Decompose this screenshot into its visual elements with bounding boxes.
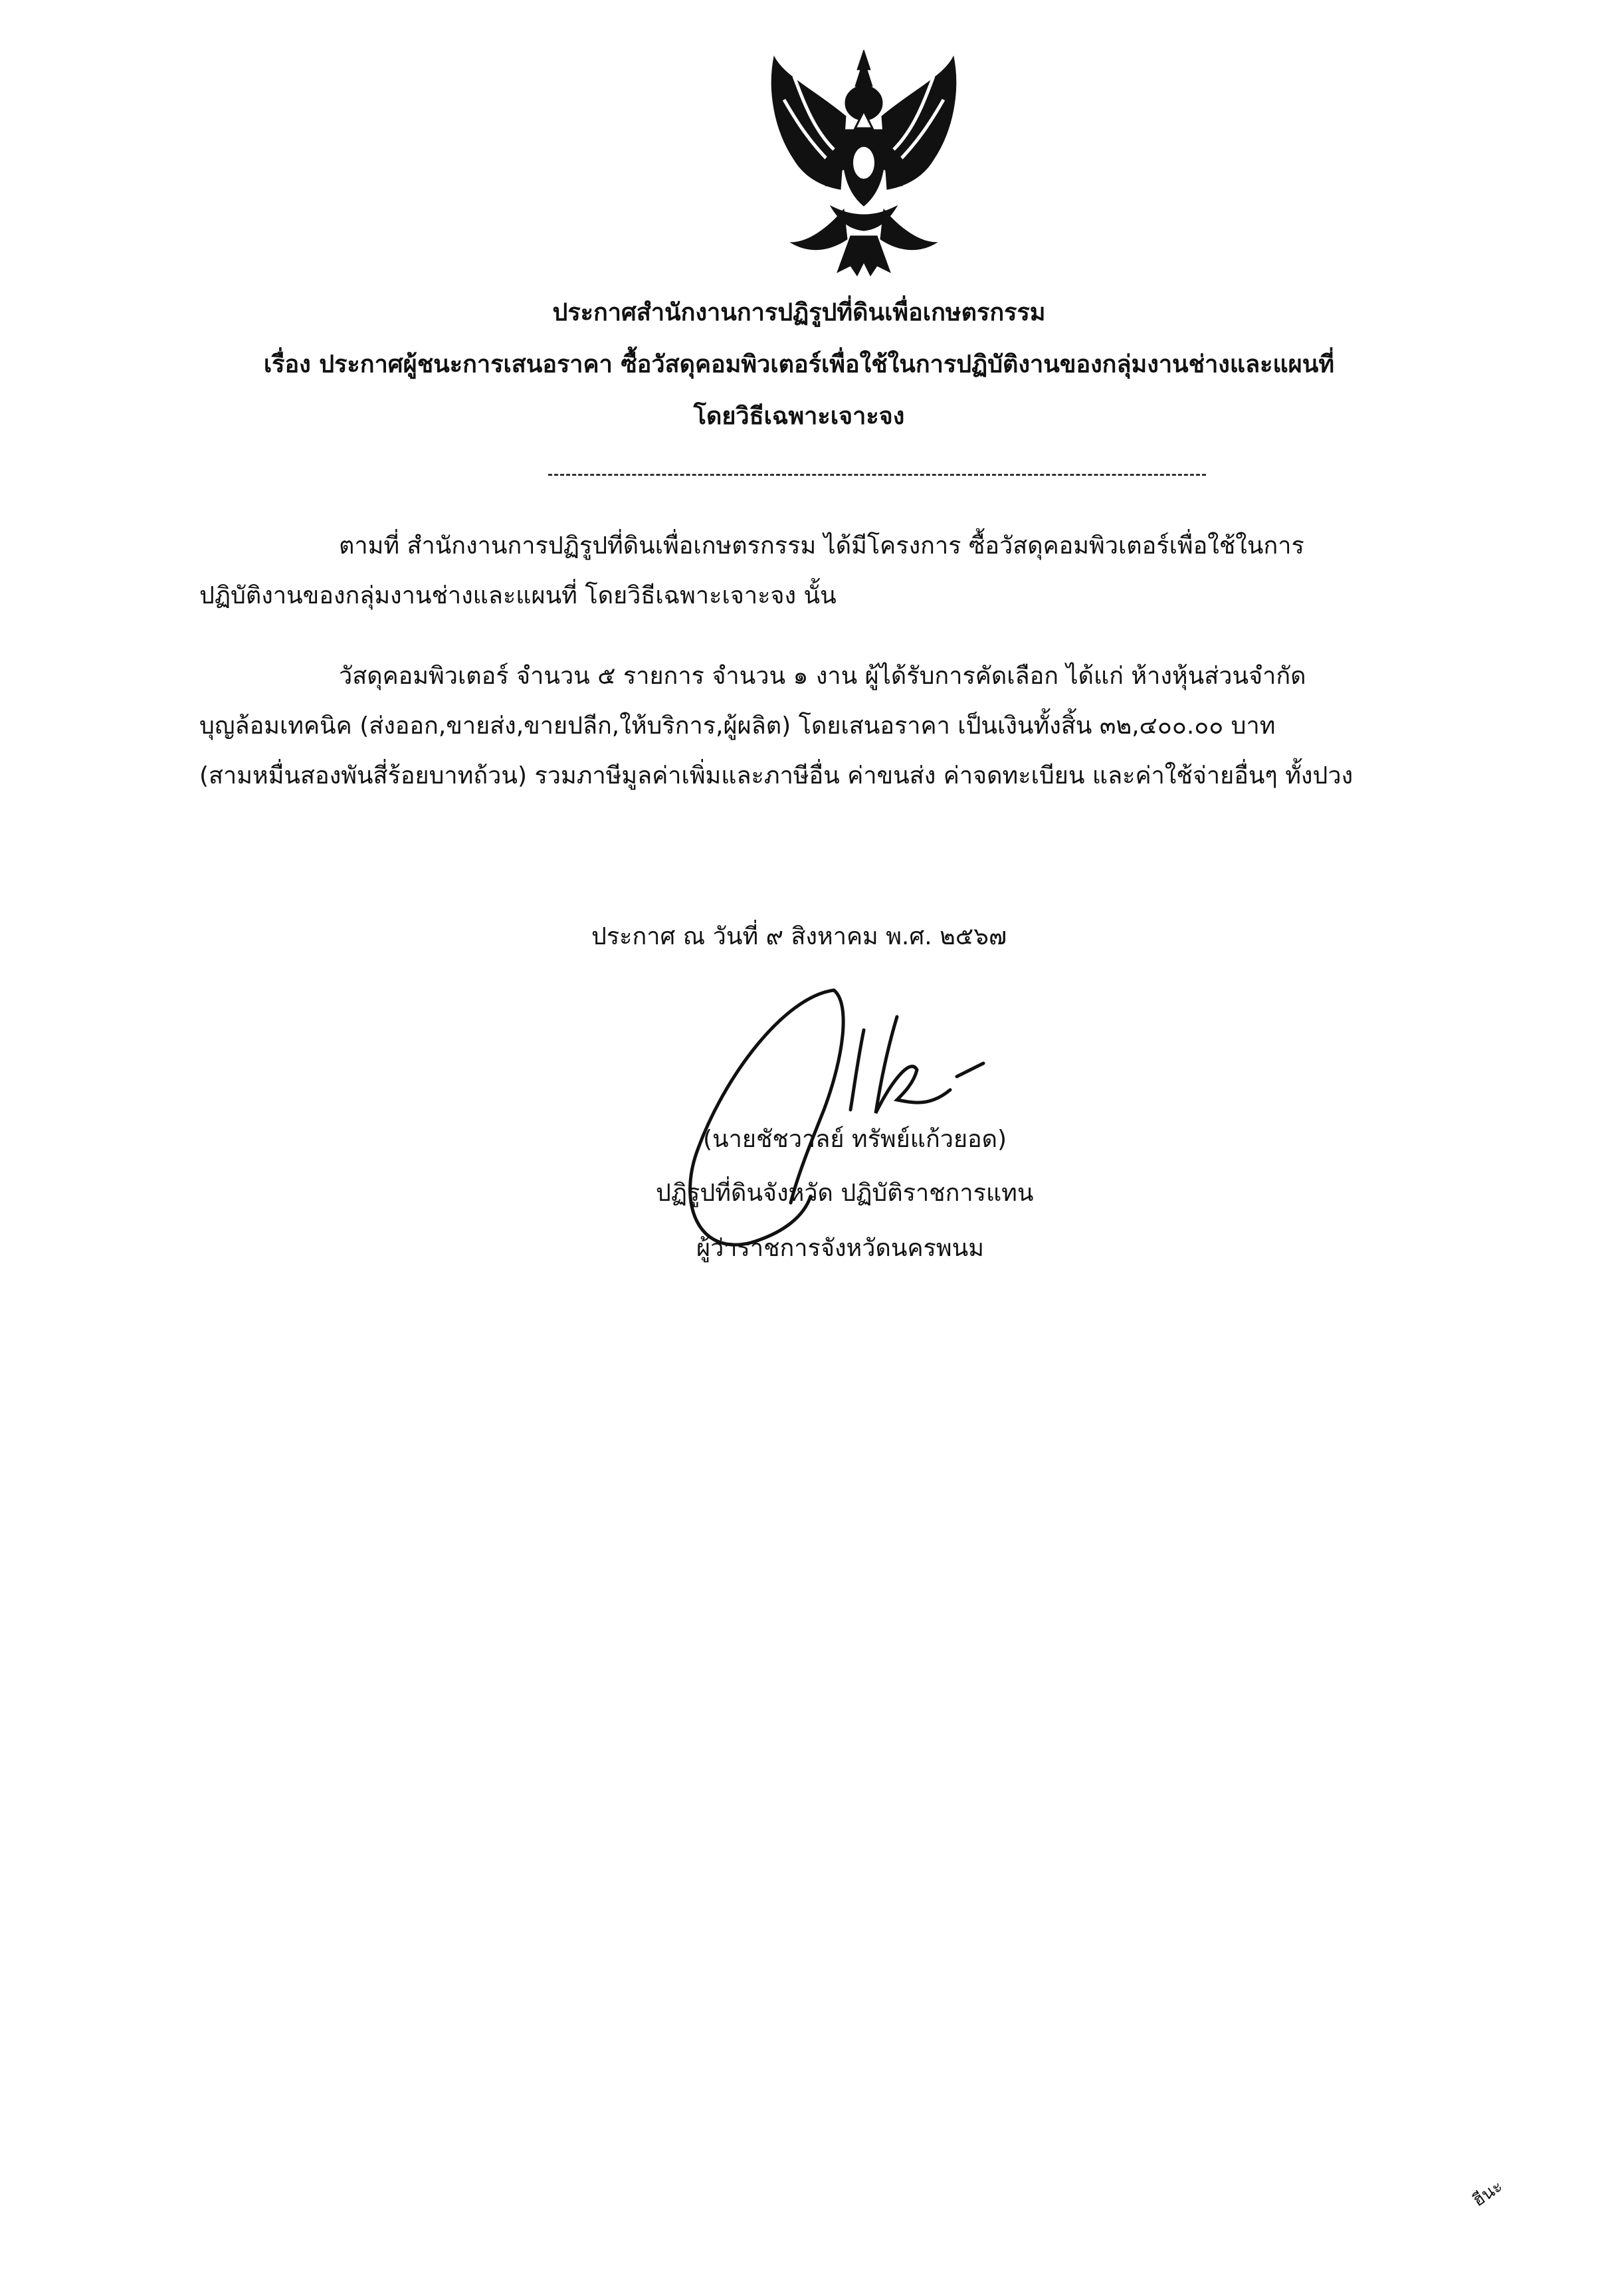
procurement-method: โดยวิธีเฉพาะเจาะจง [693, 403, 905, 430]
document-title: ประกาศสำนักงานการปฏิรูปที่ดินเพื่อเกษตรกรรม [552, 299, 1046, 326]
signatory-office: ผู้ว่าราชการจังหวัดนครพนม [696, 1235, 984, 1262]
announcement-date: ประกาศ ณ วันที่ ๙ สิงหาคม พ.ศ. ๒๕๖๗ [591, 923, 1007, 950]
paragraph-1 [199, 521, 1542, 621]
header-divider [548, 474, 1206, 476]
paragraph-1-line-2: ปฏิบัติงานของกลุ่มงานช่างและแผนที่ โดยวิธีเฉพาะเจาะจง นั้น [199, 582, 837, 609]
paragraph-2-line-1: วัสดุคอมพิวเตอร์ จำนวน ๕ รายการ จำนวน ๑ งาน ผู้ได้รับการคัดเลือก ได้แก่ ห้างหุ้นส่วนจำกัด [339, 663, 1306, 690]
paragraph-2-line-2: บุญล้อมเทคนิค (ส่งออก,ขายส่ง,ขายปลีก,ให้บริการ,ผู้ผลิต) โดยเสนอราคา เป็นเงินทั้งสิ้น ๓๒,๔๐๐.๐๐ บาท [199, 712, 1276, 740]
signatory-position: ปฏิรูปที่ดินจังหวัด ปฏิบัติราชการแทน [656, 1180, 1034, 1207]
paragraph-1-line-1: ตามที่ สำนักงานการปฏิรูปที่ดินเพื่อเกษตรกรรม ได้มีโครงการ ซื้อวัสดุคอมพิวเตอร์เพื่อใช้ในการ [339, 532, 1304, 560]
document-subject: เรื่อง ประกาศผู้ชนะการเสนอราคา ซื้อวัสดุคอมพิวเตอร์เพื่อใช้ในการปฏิบัติงานของกลุ่มงานช่างและแผนที่ [263, 351, 1335, 378]
initials-mark: ฮีนะ [1468, 2176, 1507, 2211]
signature-icon [651, 977, 1010, 1256]
signatory-name: (นายชัชวาลย์ ทรัพย์แก้วยอด) [703, 1126, 1007, 1153]
paragraph-2 [199, 651, 1542, 801]
garuda-emblem-icon [767, 50, 960, 279]
paragraph-2-line-3: (สามหมื่นสองพันสี่ร้อยบาทถ้วน) รวมภาษีมูลค่าเพิ่มและภาษีอื่น ค่าขนส่ง ค่าจดทะเบียน และค่าใช้จ่ายอื่นๆ ทั้งปวง [199, 762, 1353, 789]
